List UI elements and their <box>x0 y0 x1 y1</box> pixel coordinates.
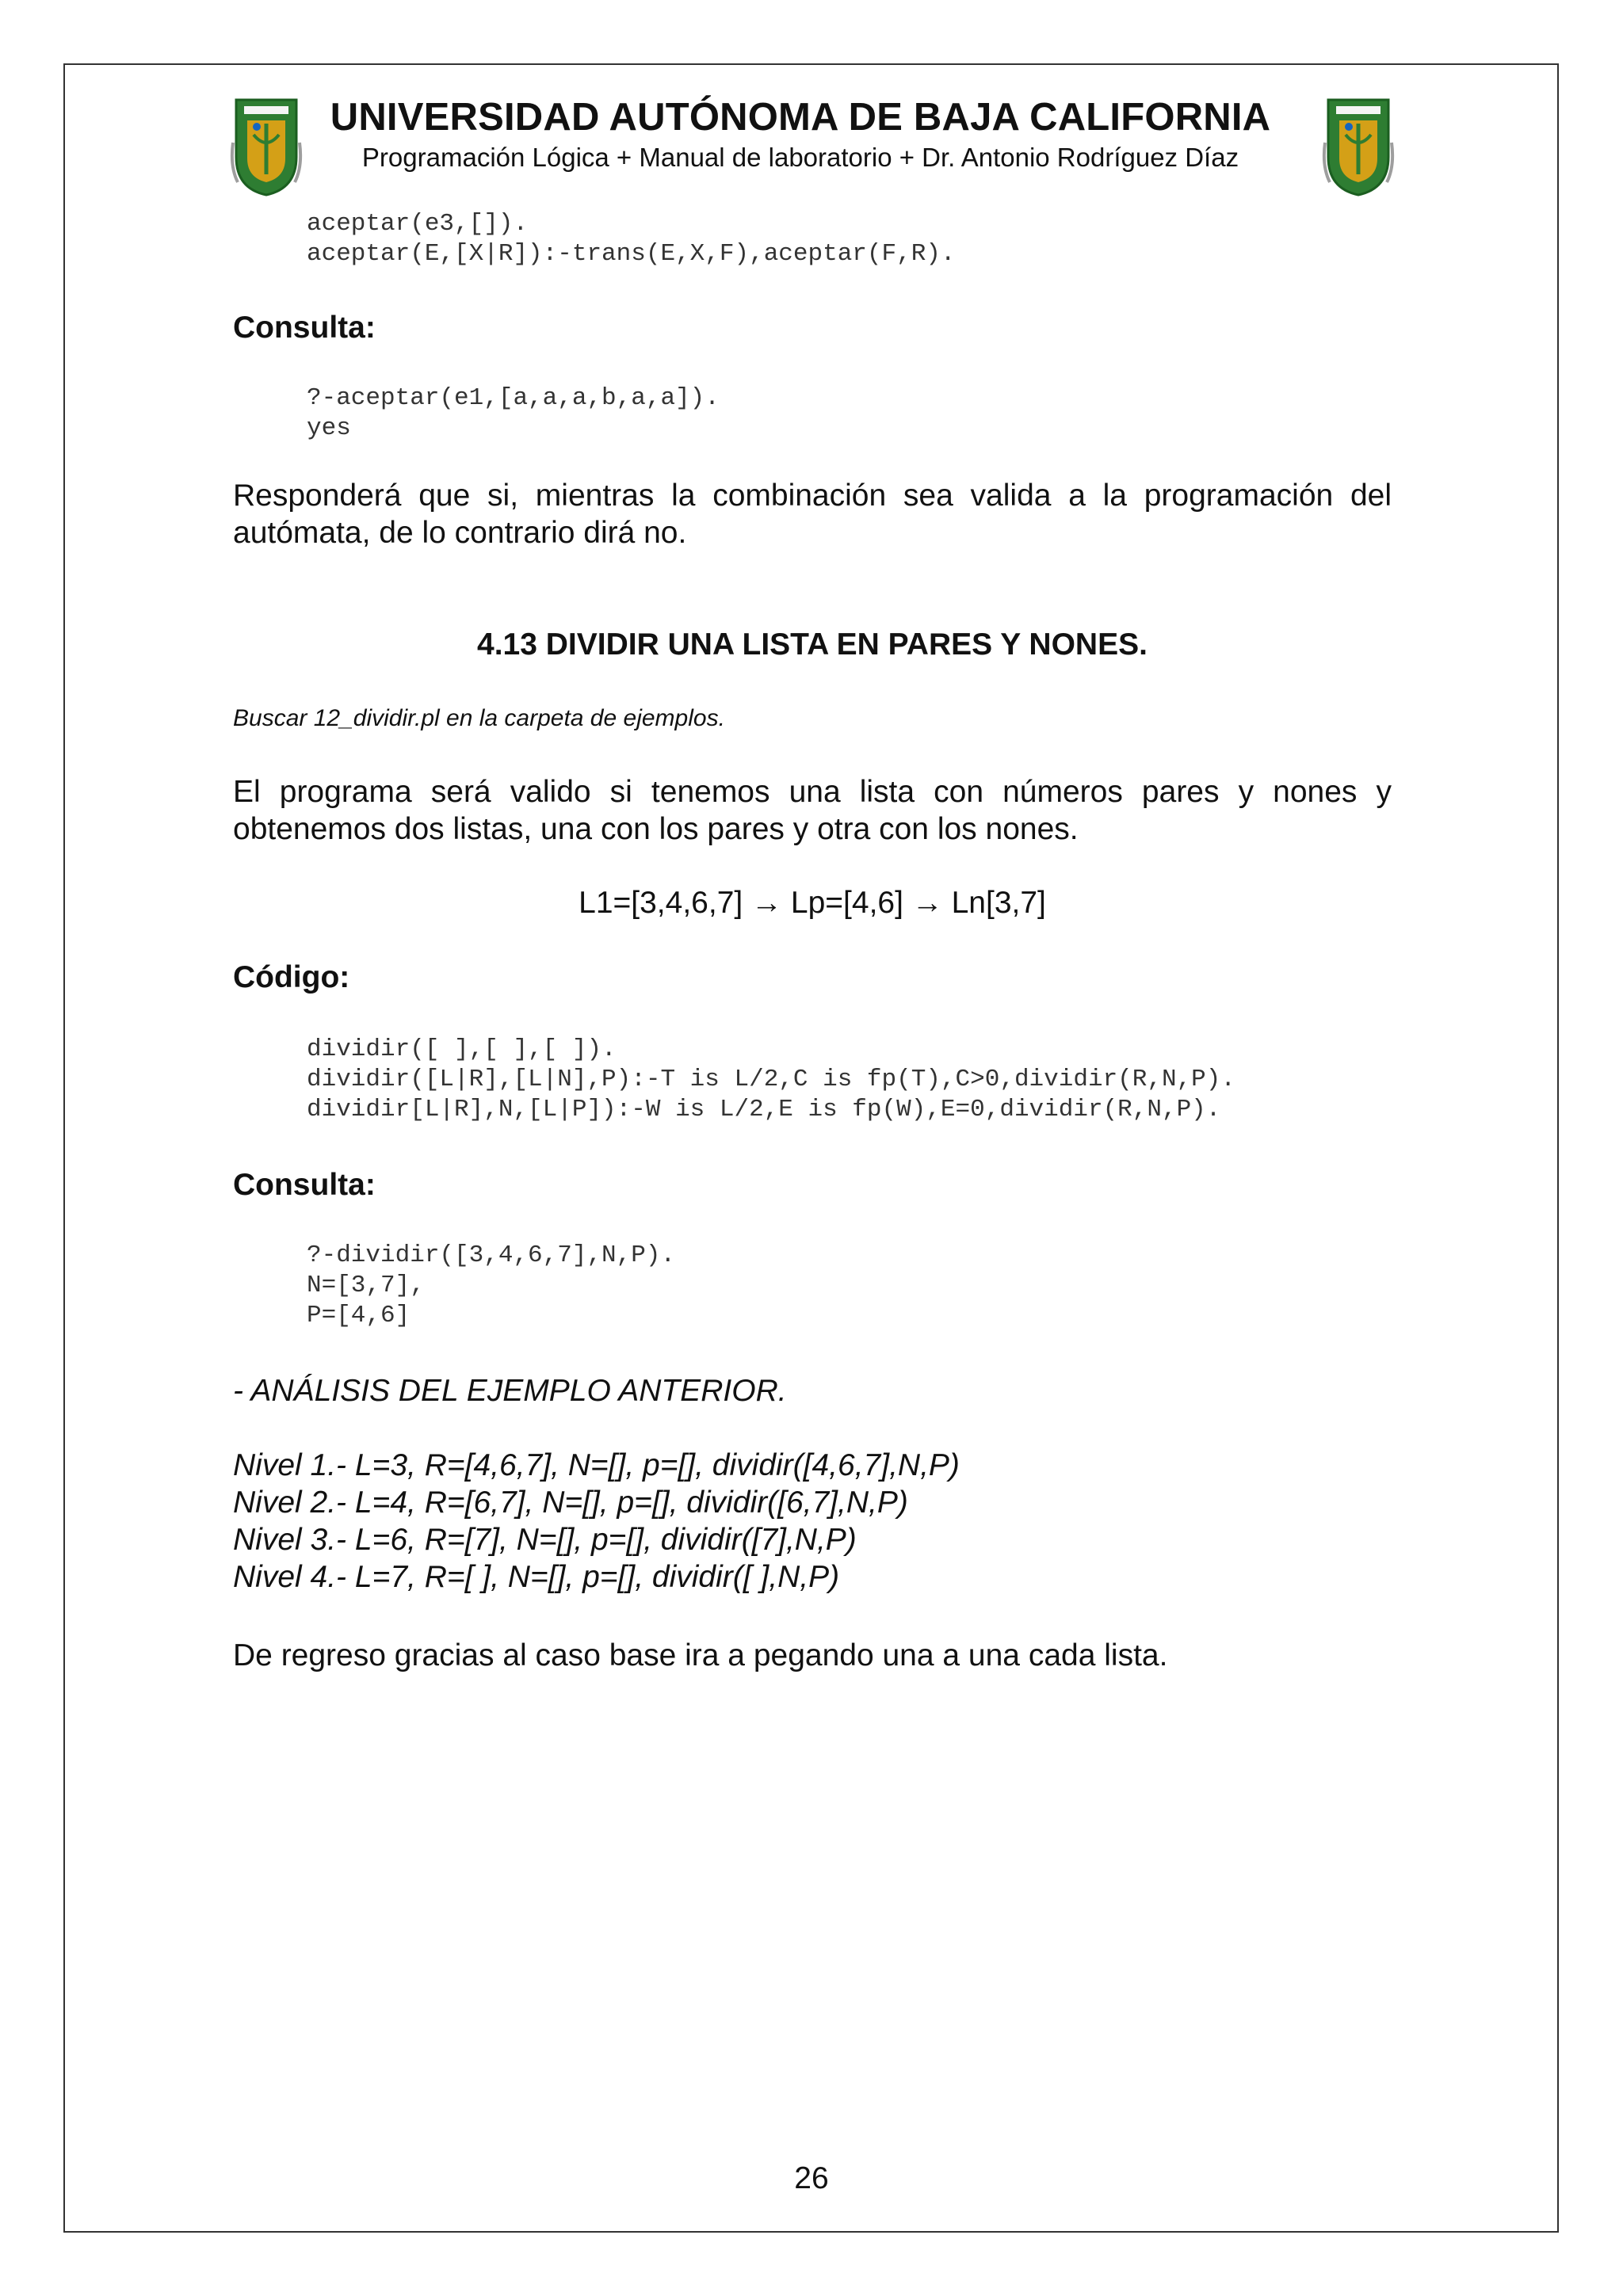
code-line: dividir[L|R],N,[L|P]):-W is L/2,E is fp(W),E=0,dividir(R,N,P). <box>307 1096 1221 1123</box>
analysis-level: Nivel 4.- L=7, R=[ ], N=[], p=[], dividir([ ],N,P) <box>233 1560 840 1594</box>
paragraph-regreso: De regreso gracias al caso base ira a pegando una a una cada lista. <box>233 1638 1168 1672</box>
university-crest-logo <box>1322 95 1395 198</box>
page-number: 26 <box>794 2161 829 2195</box>
paragraph-respondera: Responderá que si, mientras la combinación sea valida a la programación del autómata, de lo contrario dirá no. <box>233 479 1392 550</box>
heading-consulta: Consulta: <box>233 1168 376 1202</box>
list-formula: L1=[3,4,6,7] → Lp=[4,6] → Ln[3,7] <box>579 886 1046 920</box>
code-block-aceptar <box>233 209 1465 269</box>
code-line: N=[3,7], <box>307 1272 425 1299</box>
heading-consulta: Consulta: <box>233 311 376 345</box>
code-line: ?-dividir([3,4,6,7],N,P). <box>307 1241 676 1269</box>
analysis-level: Nivel 3.- L=6, R=[7], N=[], p=[], dividir([7],N,P) <box>233 1523 857 1557</box>
code-line: aceptar(E,[X|R]):-trans(E,X,F),aceptar(F,R). <box>307 240 956 268</box>
heading-codigo: Código: <box>233 960 350 994</box>
header-title: UNIVERSIDAD AUTÓNOMA DE BAJA CALIFORNIA <box>330 96 1271 139</box>
analysis-level: Nivel 2.- L=4, R=[6,7], N=[], p=[], dividir([6,7],N,P) <box>233 1486 908 1520</box>
analysis-level: Nivel 1.- L=3, R=[4,6,7], N=[], p=[], dividir([4,6,7],N,P) <box>233 1448 960 1482</box>
paragraph-programa: El programa será valido si tenemos una lista con números pares y nones y obtenemos dos listas, una con los pares y otra con los nones. <box>233 775 1392 846</box>
code-block-query-aceptar <box>233 383 1465 444</box>
header-subtitle: Programación Lógica + Manual de laboratorio + Dr. Antonio Rodríguez Díaz <box>361 143 1239 172</box>
section-title: 4.13 DIVIDIR UNA LISTA EN PARES Y NONES. <box>477 627 1148 662</box>
code-line: dividir([ ],[ ],[ ]). <box>307 1035 617 1063</box>
code-line: yes <box>307 414 351 442</box>
code-block-query-dividir <box>233 1241 1465 1331</box>
code-line: dividir([L|R],[L|N],P):-T is L/2,C is fp(T),C>0,dividir(R,N,P). <box>307 1066 1235 1093</box>
code-line: aceptar(e3,[]). <box>307 210 529 238</box>
analysis-title: - ANÁLISIS DEL EJEMPLO ANTERIOR. <box>233 1374 787 1408</box>
code-line: P=[4,6] <box>307 1302 411 1329</box>
code-block-dividir <box>233 1035 1465 1125</box>
page-header <box>63 87 1559 206</box>
search-note: Buscar 12_dividir.pl en la carpeta de ejemplos. <box>233 705 725 731</box>
analysis-levels <box>233 1447 1392 1596</box>
code-line: ?-aceptar(e1,[a,a,a,b,a,a]). <box>307 384 720 412</box>
